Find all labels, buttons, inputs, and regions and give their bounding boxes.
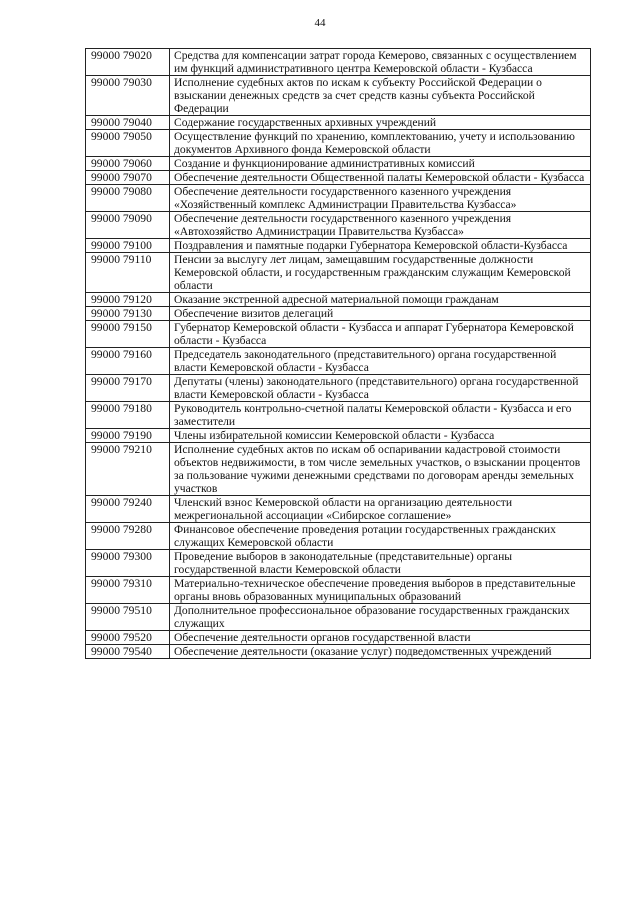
table-row xyxy=(86,348,591,375)
row-description: Средства для компенсации затрат города Кемерово, связанных с осуществлением им функций административного центра Кемеровской области - Кузбасса xyxy=(170,49,591,76)
table-row xyxy=(86,293,591,307)
table-row xyxy=(86,76,591,116)
row-code: 99000 79540 xyxy=(86,645,170,659)
row-description: Члены избирательной комиссии Кемеровской области - Кузбасса xyxy=(170,429,591,443)
row-code: 99000 79080 xyxy=(86,185,170,212)
budget-codes-table xyxy=(85,48,591,659)
table-row xyxy=(86,550,591,577)
row-code: 99000 79520 xyxy=(86,631,170,645)
table-row xyxy=(86,116,591,130)
row-description: Членский взнос Кемеровской области на организацию деятельности межрегиональной ассоциации «Сибирское соглашение» xyxy=(170,496,591,523)
row-description: Проведение выборов в законодательные (представительные) органы государственной власти Кемеровской области xyxy=(170,550,591,577)
row-description: Депутаты (члены) законодательного (представительного) органа государственной власти Кемеровской области - Кузбасса xyxy=(170,375,591,402)
row-code: 99000 79280 xyxy=(86,523,170,550)
table-row xyxy=(86,604,591,631)
row-description: Поздравления и памятные подарки Губернатора Кемеровской области-Кузбасса xyxy=(170,239,591,253)
row-description: Осуществление функций по хранению, комплектованию, учету и использованию документов Архивного фонда Кемеровской области xyxy=(170,130,591,157)
row-code: 99000 79060 xyxy=(86,157,170,171)
table-row xyxy=(86,130,591,157)
page-number: 44 xyxy=(314,17,326,29)
table-row xyxy=(86,185,591,212)
row-description: Обеспечение деятельности Общественной палаты Кемеровской области - Кузбасса xyxy=(170,171,591,185)
row-code: 99000 79240 xyxy=(86,496,170,523)
table-row xyxy=(86,157,591,171)
row-description: Оказание экстренной адресной материальной помощи гражданам xyxy=(170,293,591,307)
row-code: 99000 79510 xyxy=(86,604,170,631)
table-row xyxy=(86,212,591,239)
row-description: Создание и функционирование административных комиссий xyxy=(170,157,591,171)
table-row xyxy=(86,577,591,604)
row-code: 99000 79180 xyxy=(86,402,170,429)
row-description: Обеспечение деятельности государственного казенного учреждения «Хозяйственный комплекс Администрации Правительства Кузбасса» xyxy=(170,185,591,212)
row-description: Финансовое обеспечение проведения ротации государственных гражданских служащих Кемеровской области xyxy=(170,523,591,550)
row-code: 99000 79050 xyxy=(86,130,170,157)
row-code: 99000 79190 xyxy=(86,429,170,443)
row-code: 99000 79300 xyxy=(86,550,170,577)
row-description: Обеспечение деятельности органов государственной власти xyxy=(170,631,591,645)
row-code: 99000 79150 xyxy=(86,321,170,348)
row-description: Обеспечение визитов делегаций xyxy=(170,307,591,321)
row-code: 99000 79210 xyxy=(86,443,170,496)
row-description: Исполнение судебных актов по искам об оспаривании кадастровой стоимости объектов недвижимости, в том числе земельных участков, о взыскании процентов за пользование чужими денежными средствами по договорам аренды земельных участков xyxy=(170,443,591,496)
table-row xyxy=(86,49,591,76)
row-description: Председатель законодательного (представительного) органа государственной власти Кемеровской области - Кузбасса xyxy=(170,348,591,375)
table-row xyxy=(86,321,591,348)
table-row xyxy=(86,375,591,402)
table-row xyxy=(86,429,591,443)
table-row xyxy=(86,239,591,253)
row-description: Исполнение судебных актов по искам к субъекту Российской Федерации о взыскании денежных средств за счет средств казны субъекта Российской Федерации xyxy=(170,76,591,116)
row-description: Руководитель контрольно-счетной палаты Кемеровской области - Кузбасса и его заместители xyxy=(170,402,591,429)
row-code: 99000 79030 xyxy=(86,76,170,116)
row-code: 99000 79120 xyxy=(86,293,170,307)
row-description: Материально-техническое обеспечение проведения выборов в представительные органы вновь образованных муниципальных образований xyxy=(170,577,591,604)
table-row xyxy=(86,307,591,321)
row-code: 99000 79100 xyxy=(86,239,170,253)
row-code: 99000 79110 xyxy=(86,253,170,293)
row-code: 99000 79040 xyxy=(86,116,170,130)
row-code: 99000 79310 xyxy=(86,577,170,604)
table-row xyxy=(86,523,591,550)
table-row xyxy=(86,443,591,496)
row-code: 99000 79130 xyxy=(86,307,170,321)
row-description: Дополнительное профессиональное образование государственных гражданских служащих xyxy=(170,604,591,631)
table-row xyxy=(86,645,591,659)
row-code: 99000 79070 xyxy=(86,171,170,185)
table-row xyxy=(86,253,591,293)
row-code: 99000 79090 xyxy=(86,212,170,239)
row-description: Обеспечение деятельности (оказание услуг) подведомственных учреждений xyxy=(170,645,591,659)
table-row xyxy=(86,402,591,429)
row-code: 99000 79170 xyxy=(86,375,170,402)
table-row xyxy=(86,496,591,523)
row-description: Содержание государственных архивных учреждений xyxy=(170,116,591,130)
table-row xyxy=(86,631,591,645)
row-description: Обеспечение деятельности государственного казенного учреждения «Автохозяйство Администрации Правительства Кузбасса» xyxy=(170,212,591,239)
row-description: Пенсии за выслугу лет лицам, замещавшим государственные должности Кемеровской области, и государственным гражданским служащим Кемеровской области xyxy=(170,253,591,293)
row-description: Губернатор Кемеровской области - Кузбасса и аппарат Губернатора Кемеровской области - Кузбасса xyxy=(170,321,591,348)
row-code: 99000 79020 xyxy=(86,49,170,76)
table-row xyxy=(86,171,591,185)
row-code: 99000 79160 xyxy=(86,348,170,375)
table-body xyxy=(86,49,591,659)
